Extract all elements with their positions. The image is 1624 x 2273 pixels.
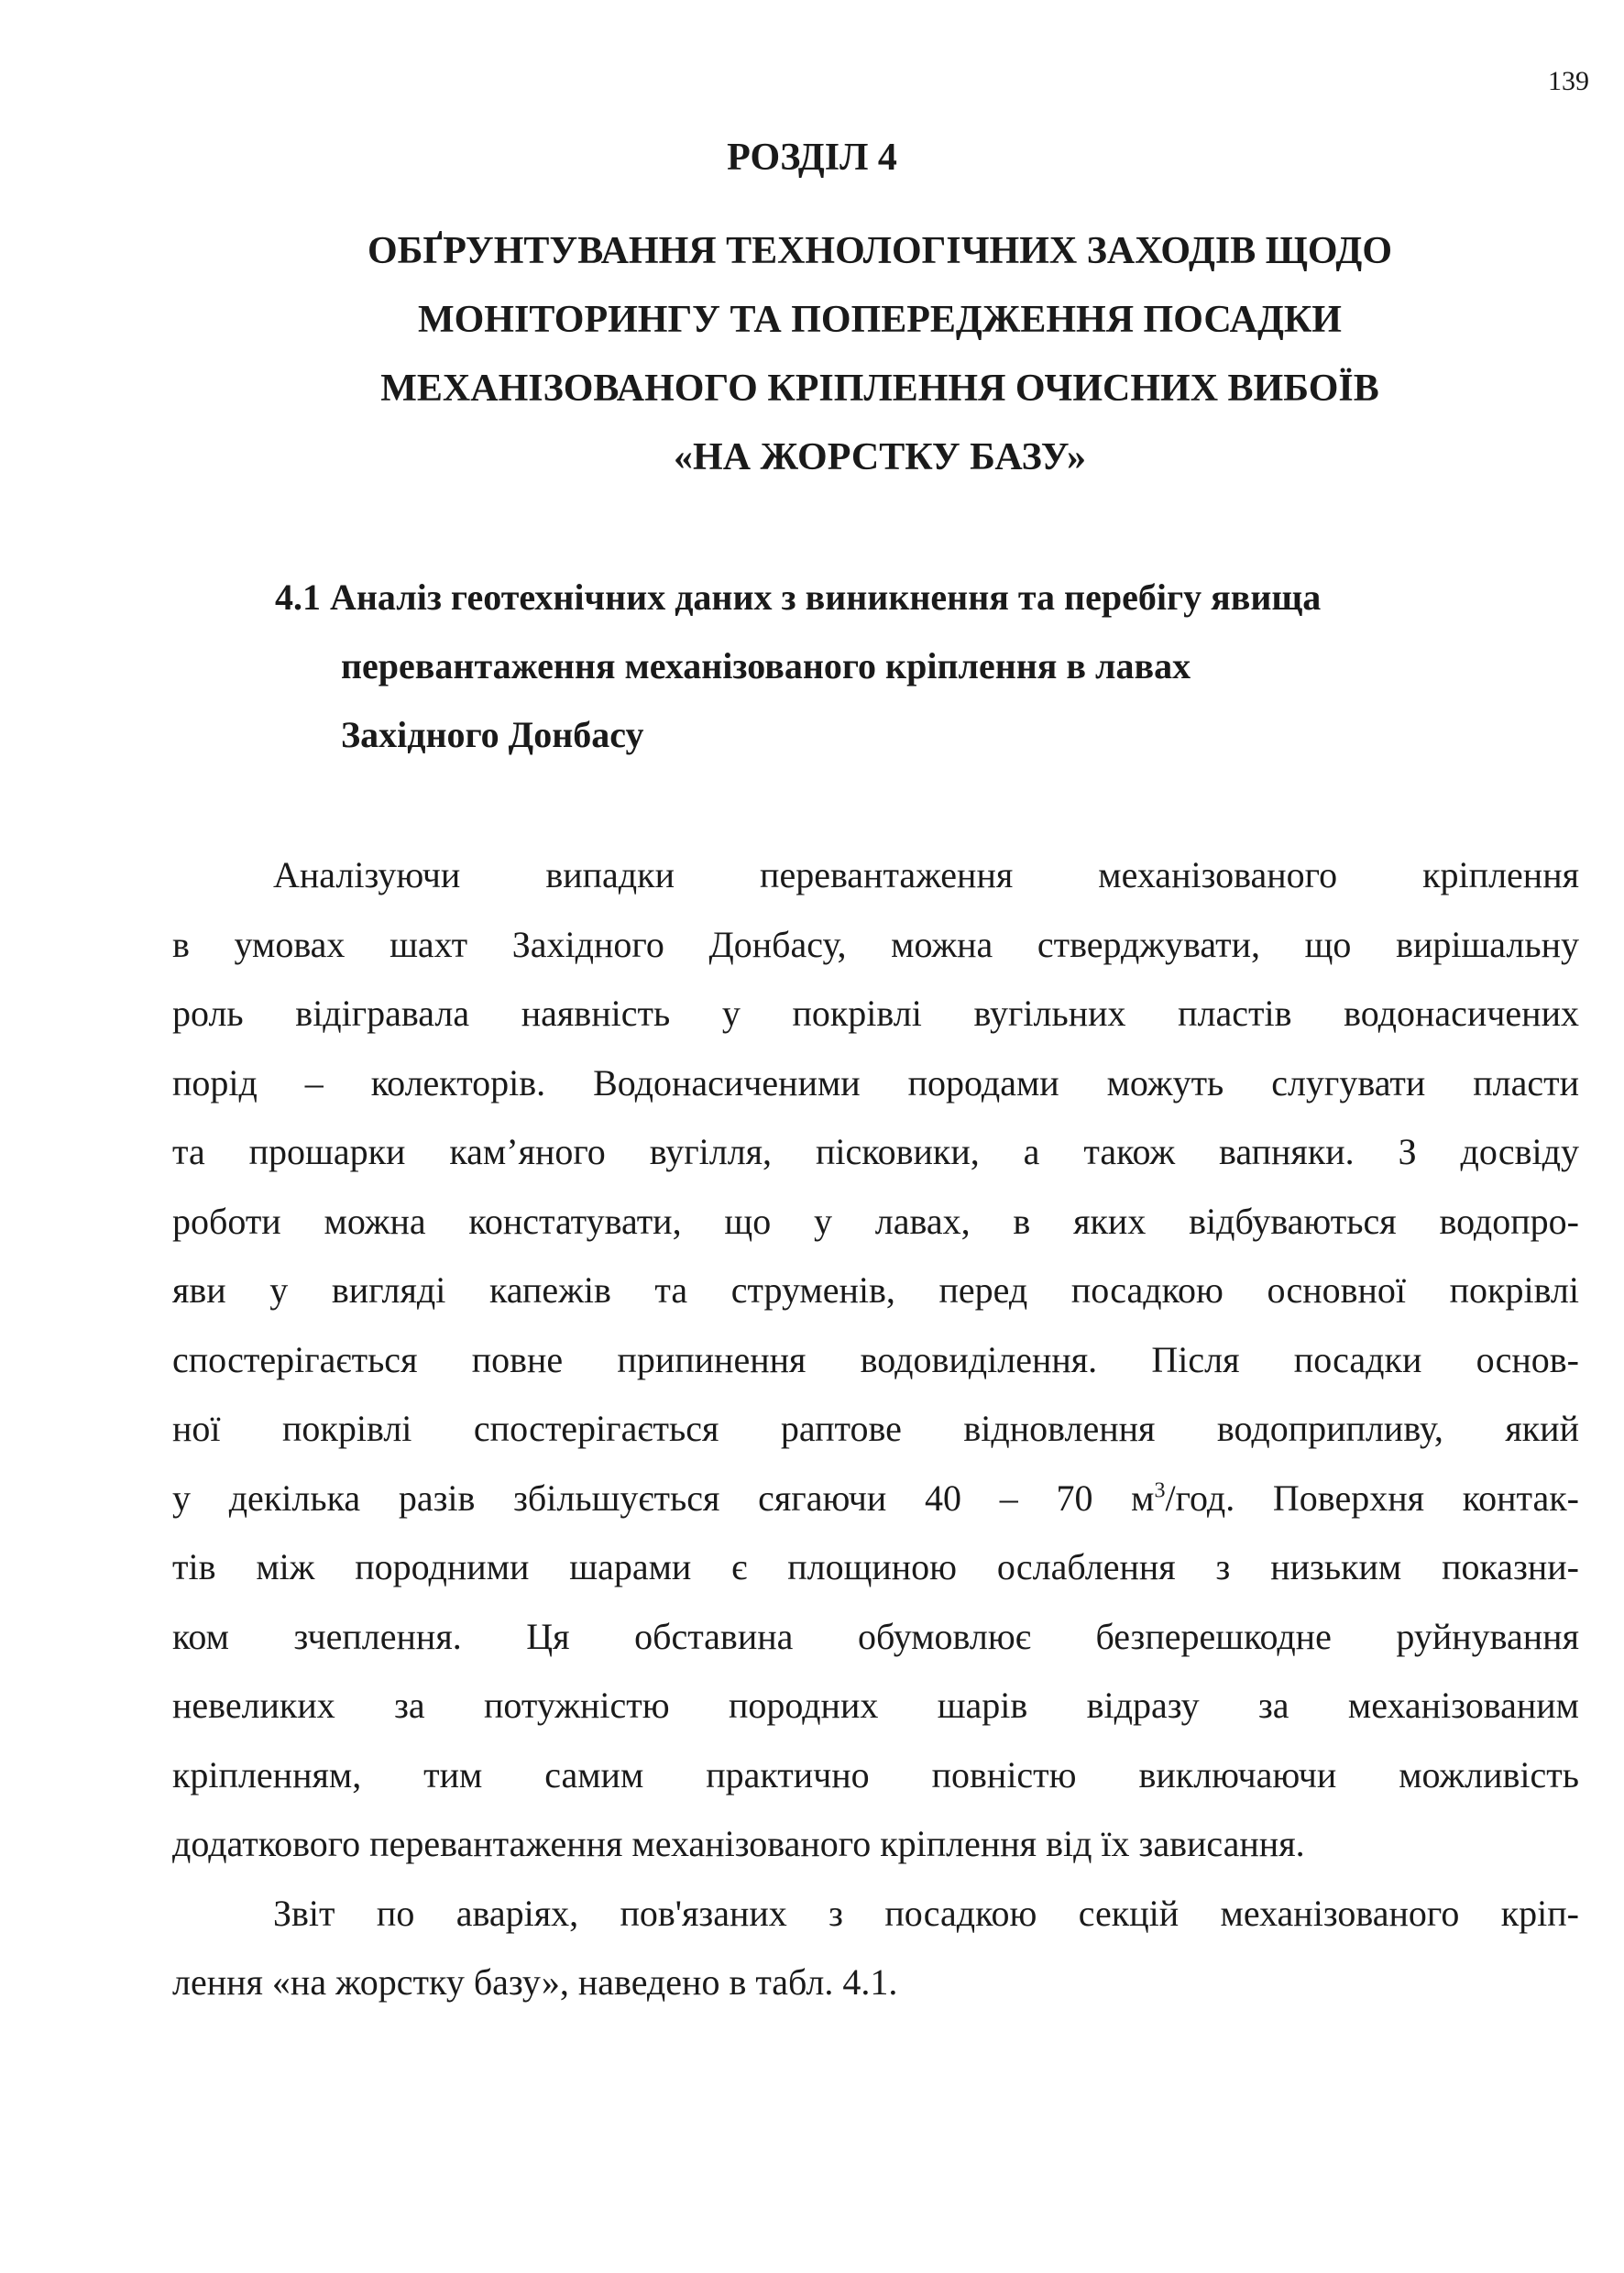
paragraph-line: Аналізуючи випадки перевантаження механізованого кріплення [273,854,1579,895]
chapter-title-line: ОБҐРУНТУВАННЯ ТЕХНОЛОГІЧНИХ ЗАХОДІВ ЩОДО [367,230,1392,272]
paragraph-line-text: у декілька разів збільшується сягаючи 40 – 70 м [172,1477,1155,1519]
paragraph-line: додаткового перевантаження механізованого кріплення від їх зависання. [172,1823,1305,1864]
chapter-title [174,217,1586,492]
section-heading-line: 4.1 Аналіз геотехнічних даних з виникнення та перебігу явища [275,576,1322,618]
chapter-title-line: «НА ЖОРСТКУ БАЗУ» [674,436,1086,478]
page-number: 139 [1548,66,1589,96]
paragraph-line: в умовах шахт Західного Донбасу, можна стверджувати, що вирішальну [172,923,1579,965]
paragraph-line [172,1464,1579,1533]
paragraph-line: ком зчеплення. Ця обставина обумовлює безперешкодне руйнування [172,1615,1579,1657]
chapter-title-line: МЕХАНІЗОВАНОГО КРІПЛЕННЯ ОЧИСНИХ ВИБОЇВ [380,368,1379,410]
paragraph-line: невеликих за потужністю породних шарів відразу за механізованим [172,1685,1579,1726]
section-heading-line: Західного Донбасу [341,714,644,755]
paragraph-line: лення «на жорстку базу», наведено в табл. 4.1. [172,1961,898,2003]
paragraph-line: ної покрівлі спостерігається раптове відновлення водоприпливу, який [172,1408,1579,1449]
paragraph-line: тів між породними шарами є площиною ослаблення з низьким показни- [172,1546,1579,1587]
paragraph-line: та прошарки кам’яного вугілля, пісковики, а також вапняки. З досвіду [172,1131,1579,1172]
paragraph-line: роль відігравала наявність у покрівлі вугільних пластів водонасичених [172,993,1579,1034]
superscript-exponent: 3 [1154,1478,1166,1503]
chapter-title-line: МОНІТОРИНГУ ТА ПОПЕРЕДЖЕННЯ ПОСАДКИ [418,299,1342,341]
paragraph-line-text: /год. Поверхня контак- [1165,1477,1580,1519]
paragraph-line: яви у вигляді капежів та струменів, перед посадкою основної покрівлі [172,1269,1579,1311]
paragraph-line: кріпленням, тим самим практично повністю виключаючи можливість [172,1753,1579,1795]
paragraph-line: роботи можна констатувати, що у лавах, в яких відбуваються водопро- [172,1200,1579,1242]
section-heading [275,563,1595,769]
paragraph-line: Звіт по аваріях, пов'язаних з посадкою секцій механізованого кріп- [273,1892,1579,1934]
paragraph-line: спостерігається повне припинення водовиділення. Після посадки основ- [172,1338,1579,1380]
paragraph-line: порід – колекторів. Водонасиченими породами можуть слугувати пласти [172,1061,1579,1104]
section-heading-line: перевантаження механізованого кріплення в лавах [341,645,1191,686]
body-text [172,840,1579,2017]
chapter-label: РОЗДІЛ 4 [727,137,897,179]
